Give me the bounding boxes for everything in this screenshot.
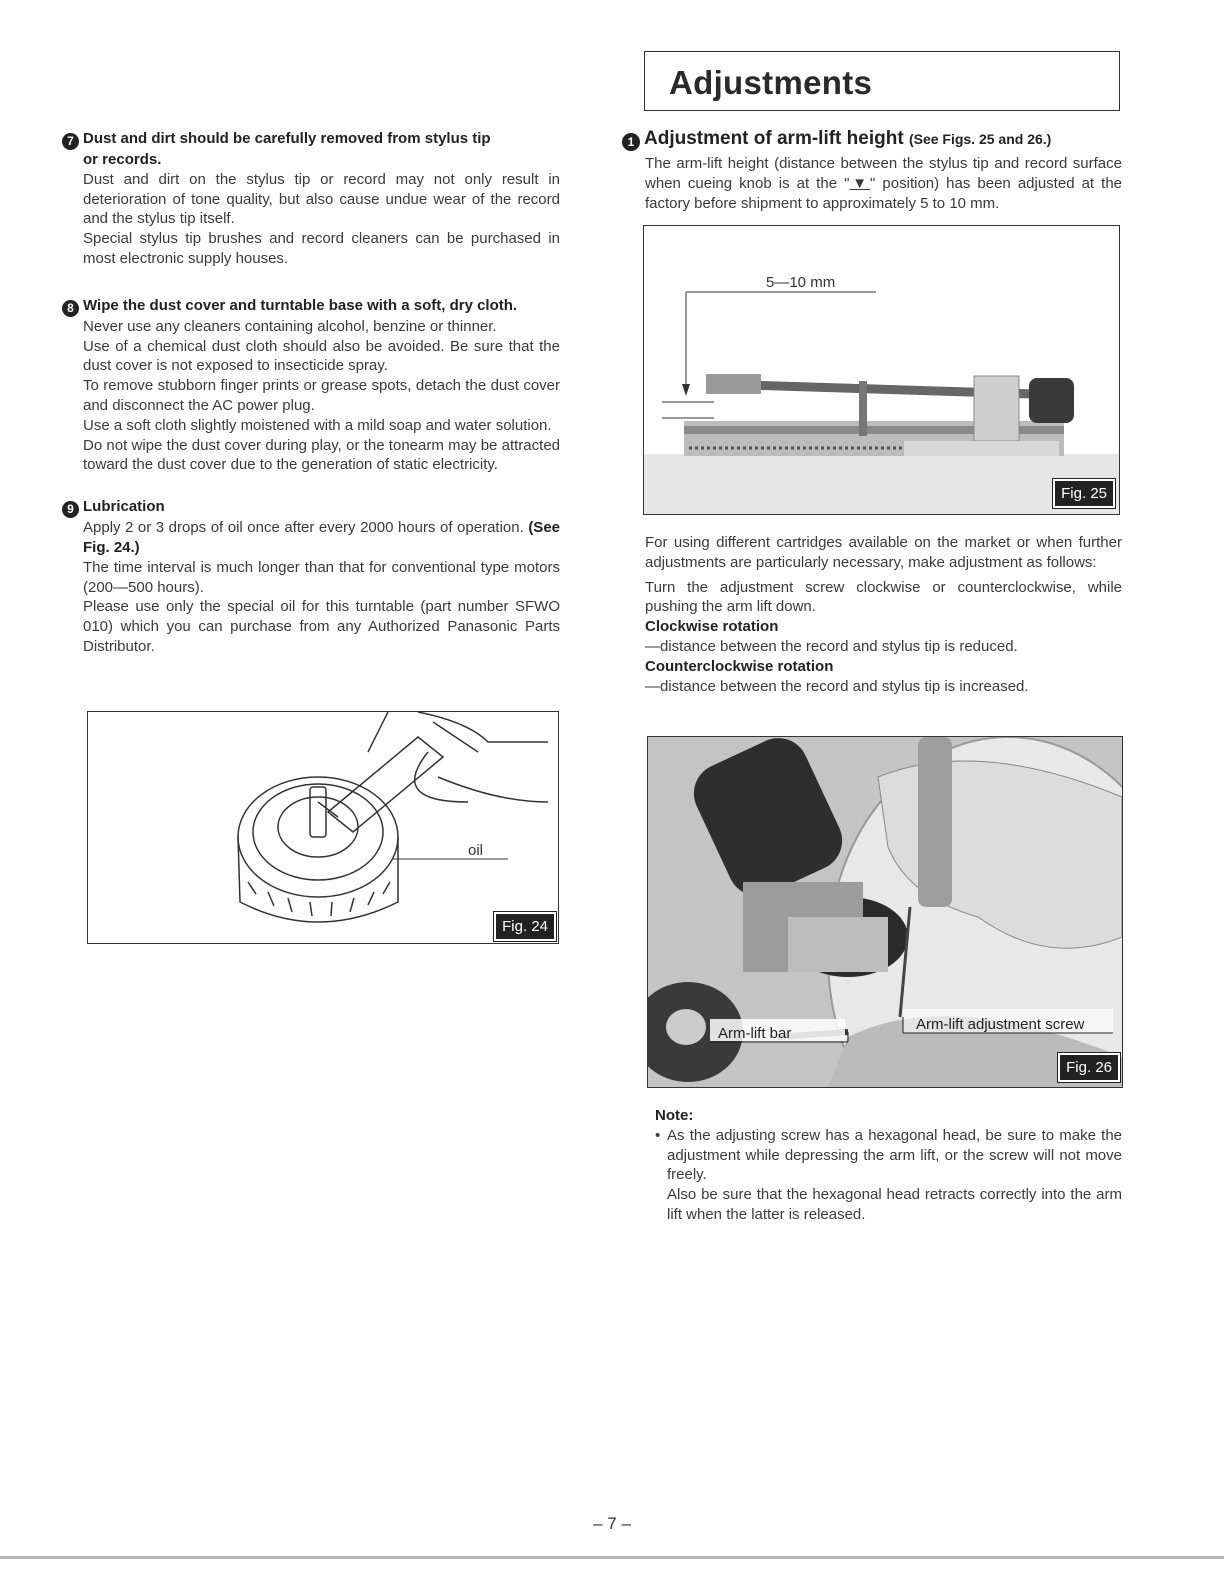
right-column-top bbox=[622, 127, 1122, 213]
left-column bbox=[62, 129, 560, 657]
section-9-p1: Apply 2 or 3 drops of oil once after every 2000 hours of operation. (See Fig. 24.) bbox=[83, 519, 560, 556]
right-column-middle bbox=[645, 533, 1122, 696]
page-number: – 7 – bbox=[593, 1514, 631, 1533]
turn-paragraph: Turn the adjustment screw clockwise or counterclockwise, while pushing the arm lift down. bbox=[645, 578, 1122, 616]
section-7-p2: Special stylus tip brushes and record cleaners can be purchased in most electronic supply houses. bbox=[83, 230, 560, 267]
section-8 bbox=[62, 296, 560, 475]
figure-25 bbox=[643, 225, 1120, 515]
section-1-number: 1 bbox=[622, 133, 640, 151]
bottom-rule bbox=[0, 1556, 1224, 1559]
section-9 bbox=[62, 497, 560, 657]
figure-26 bbox=[647, 736, 1123, 1088]
tonearm-height-diagram bbox=[644, 226, 1119, 514]
note-bullet-text: As the adjusting screw has a hexagonal head, be sure to make the adjustment while depressing the arm lift, or the screw will not move freely. bbox=[667, 1126, 1122, 1184]
figure-24 bbox=[87, 711, 559, 944]
fig-26-label: Fig. 26 bbox=[1058, 1053, 1120, 1082]
counterclockwise-text: —distance between the record and stylus tip is increased. bbox=[645, 677, 1029, 695]
page-title: Adjustments bbox=[669, 64, 873, 101]
note-heading: Note: bbox=[655, 1107, 694, 1124]
note-section bbox=[655, 1106, 1122, 1225]
adjustment-screw-photo bbox=[648, 737, 1122, 1087]
section-8-p4: Use a soft cloth slightly moistened with a mild soap and water solution. bbox=[83, 416, 552, 434]
section-8-p3: To remove stubborn finger prints or grease spots, detach the dust cover and disconnect the AC power plug. bbox=[83, 377, 560, 414]
page-title-box bbox=[644, 51, 1120, 111]
fig25-dimension: 5—10 mm bbox=[766, 274, 836, 291]
note-bullet bbox=[655, 1126, 1122, 1225]
section-9-p2: The time interval is much longer than that for conventional type motors (200—500 hours). bbox=[83, 558, 560, 596]
market-paragraph: For using different cartridges available on the market or when further adjustments are particularly necessary, make adjustment as follows: bbox=[645, 534, 1122, 571]
section-9-heading: 9 Lubrication bbox=[62, 497, 560, 518]
section-8-heading: 8 Wipe the dust cover and turntable base with a soft, dry cloth. bbox=[62, 296, 560, 317]
fig-24-label: Fig. 24 bbox=[494, 912, 556, 941]
section-8-p2: Use of a chemical dust cloth should also be avoided. Be sure that the dust cover is not exposed to insecticide spray. bbox=[83, 337, 560, 375]
section-9-p3: Please use only the special oil for this turntable (part number SFWO 010) which you can purchase from any Authorized Panasonic Parts Distributor. bbox=[83, 598, 560, 655]
section-9-number: 9 bbox=[62, 501, 79, 518]
fig26-bar-callout: Arm-lift bar bbox=[718, 1025, 792, 1042]
oil-bottle-illustration bbox=[88, 712, 558, 943]
clockwise-heading: Clockwise rotation bbox=[645, 618, 779, 636]
section-7-number: 7 bbox=[62, 133, 79, 150]
section-7-p1: Dust and dirt on the stylus tip or record may not only result in deterioration of tone quality, but also cause undue wear of the record and the stylus tip itself. bbox=[83, 170, 560, 228]
fig26-screw-callout: Arm-lift adjustment screw bbox=[916, 1016, 1085, 1033]
counterclockwise-heading: Counterclockwise rotation bbox=[645, 657, 834, 675]
fig24-oil-callout: oil bbox=[468, 842, 484, 859]
note-extra-text: Also be sure that the hexagonal head retracts correctly into the arm lift when the latter is released. bbox=[667, 1186, 1122, 1223]
section-1-p1: The arm-lift height (distance between the stylus tip and record surface when cueing knob is at the "▼" position) has been adjusted at the factory before shipment to approximately 5 to 10 mm. bbox=[645, 155, 1122, 212]
clockwise-text: —distance between the record and stylus tip is reduced. bbox=[645, 637, 1018, 655]
section-1-heading: 1 Adjustment of arm-lift height (See Figs. 25 and 26.) bbox=[622, 127, 1122, 151]
section-7-heading: 7 Dust and dirt should be carefully removed from stylus tip bbox=[62, 129, 560, 150]
section-7: 7 Dust and dirt should be carefully removed from stylus tip or records. Dust and dirt on the stylus tip or record may not only result in deterioration of tone quality, but also cause undue wear of the record and the stylus tip itself. Special stylus tip brushes and record cleaners can be purchased in most electronic supply houses. bbox=[62, 129, 560, 269]
section-8-p5: Do not wipe the dust cover during play, or the tonearm may be attracted toward the dust cover due to the generation of static electricity. bbox=[83, 436, 560, 474]
section-8-p1: Never use any cleaners containing alcohol, benzine or thinner. bbox=[83, 317, 497, 335]
section-8-number: 8 bbox=[62, 300, 79, 317]
bullet-dot-icon: • bbox=[655, 1126, 661, 1144]
fig-25-label: Fig. 25 bbox=[1053, 479, 1115, 508]
